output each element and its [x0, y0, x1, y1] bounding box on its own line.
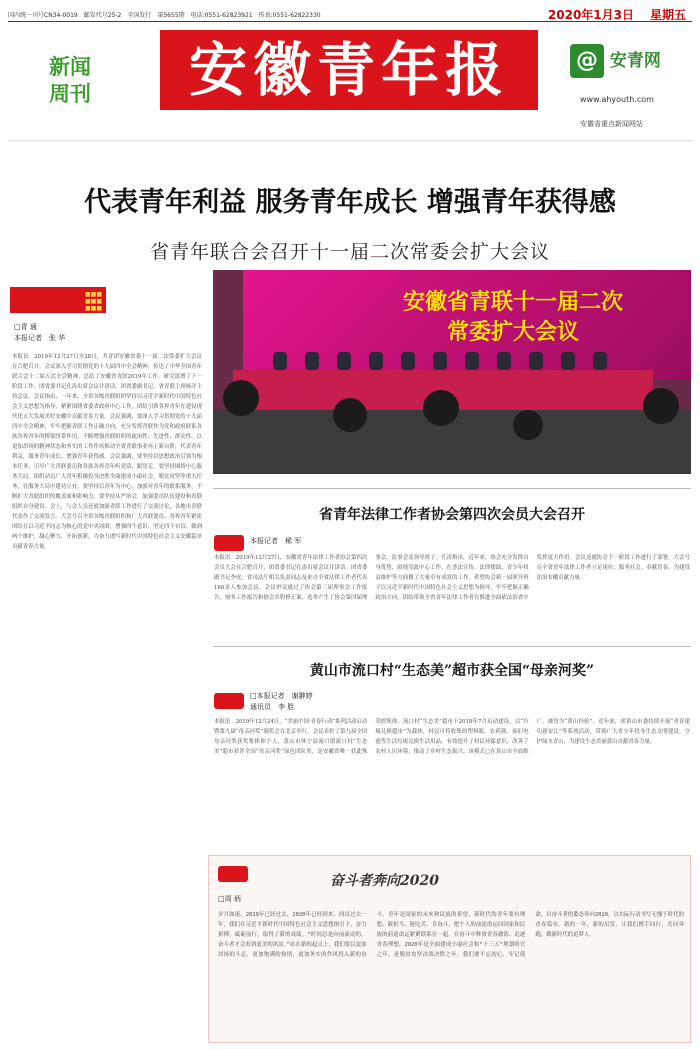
dais-person: [465, 352, 479, 370]
newspaper-logo: 安徽青年报: [160, 30, 538, 110]
issue-date: 2020年1月3日: [547, 8, 634, 22]
audience-head: [643, 388, 679, 424]
site-url[interactable]: www.ahyouth.com: [580, 95, 654, 104]
site-logo[interactable]: [570, 44, 692, 78]
meeting-photo: [213, 270, 691, 474]
weekly-label-line-2: 周刊: [49, 82, 91, 106]
article4-body: 岁月如流，2019年已经过去，2020年已经到来。回首过去一年，我们在习近平新时代中国特色社会主义思想指引下，奋力拼搏，砥砺前行，取得了新的成绩。“时间总是向前流动的，奋斗者才会看到更美的风景。”站在新的起点上，我们要以更加昂扬的斗志、更加饱满的热情、更加务实的作风投入新的奋斗。青年是国家的未来和民族的希望。新时代的青年要有理想、敢担当、能吃苦、肯奋斗，把个人的前途命运同国家和民族的前途命运紧紧联系在一起，在奋斗中释放青春激情、追逐青春理想。2020年是全面建成小康社会和“十三五”规划收官之年，是脱贫攻坚决战决胜之年。我们要不忘初心、牢记使命，以奋斗者的姿态奔向2020，以实际行动书写无愧于时代的青春篇章。新的一年，新的出发，让我们携手同行，共同奔跑，做新时代的追梦人。: [218, 912, 684, 958]
masthead-info-bar: [8, 6, 692, 22]
audience-head: [333, 398, 367, 432]
article2-tag-icon: [214, 535, 244, 551]
divider: [8, 140, 692, 141]
dais-person: [401, 352, 415, 370]
dais-person: [497, 352, 511, 370]
dais-person: [369, 352, 383, 370]
article4-byline: □周 炳: [218, 895, 241, 903]
weekly-label-line-1: 新闻: [49, 55, 91, 79]
audience-head: [513, 410, 543, 440]
article3-tag-icon: [214, 693, 244, 709]
site-description: 安徽省重点新闻网站: [580, 120, 643, 128]
at-icon: @: [570, 44, 604, 78]
article3-byline-1: □本报记者 谢翀婷: [250, 692, 313, 700]
audience-head: [423, 390, 459, 426]
dais-person: [433, 352, 447, 370]
divider: [213, 488, 691, 489]
dais-person: [305, 352, 319, 370]
dais-person: [337, 352, 351, 370]
lead-byline-1: □青 通: [14, 323, 37, 331]
article4-title: 奋斗者奔向2020: [330, 873, 439, 889]
article3-byline-2: 通讯员 李 胜: [250, 703, 295, 711]
dais-person: [561, 352, 575, 370]
article3-body: 本报讯 2019年12月24日，“美丽中国·青春行动”系列活动启动暨第九届“母亲河奖”颁奖会在北京举行。会议表彰了第九届全国母亲河奖获奖集体和个人，黄山市休宁县流口镇流口村“生态美”超市获评全国“母亲河奖”绿色团队奖，是安徽省唯一获此殊荣的集体。流口村“生态美”超市于2018年7月启动建设，以“垃圾兑换超市”为载体，村民可将收集的塑料瓶、农药瓶、废旧电池等生活垃圾兑换生活用品，有效提升了村民环保意识，改善了农村人居环境，推动了乡村生态振兴。该模式已在黄山市全面推广，被誉为“黄山经验”。近年来，团黄山市委持续开展“青春建功新安江”等系列活动，带领广大青少年投身生态文明建设，守护绿水青山，为建设生态美丽黄山贡献青春力量。: [214, 719, 690, 755]
weekly-label: [40, 54, 100, 108]
lead-banner-image: [10, 287, 106, 313]
dais-person: [273, 352, 287, 370]
issue-weekday: 星期五: [649, 8, 686, 22]
dais-person: [593, 352, 607, 370]
lead-body: 本报讯 2019年12月27日至28日，共青团安徽省委十一届二次常委扩大会议在合肥召开。会议深入学习贯彻党的十九届四中全会精神，传达了中华全国青年联合会十二届五次全会精神，总结了安徽省青联2019年工作，研究部署了下一阶段工作。团省委书记孔涛出席会议并讲话，团省委副书记、省青联主席杨洋主持会议。会议指出，一年来，全省各级青联组织坚持以习近平新时代中国特色社会主义思想为指导，紧紧围绕省委省政府中心工作，团结引领各界青年在建设现代化五大发展美好安徽中贡献青春力量。会议强调，要深入学习贯彻党的十九届四中全会精神，牢牢把握青联工作正确方向，充分发挥青联作为党和政府联系各族各界青年的桥梁纽带作用，不断增强青联组织的政治性、先进性、群众性，以更加昂扬的精神状态和务实的工作作风推动全省青联事业再上新台阶，代表青年利益，服务青年成长，增强青年获得感。会议强调，要坚持以思想政治引领为根本任务，引导广大青联委员和各族各界青年听党话、跟党走。要坚持围绕中心服务大局，组织动员广大青年积极投身决胜全面建成小康社会、脱贫攻坚等重大任务，在服务大局中建功立业。要坚持以青年为中心，加强对青年的联系服务，不断扩大青联组织的覆盖面和影响力。要坚持从严治会，加强委员队伍建设和青联组织自身建设。会上，与会人员还就加强青联工作进行了交流讨论，各地市青联代表作了交流发言。大会号召全省各级青联组织和广大青联委员、各界青年紧密团结在以习近平同志为核心的党中央周围，增强四个意识、坚定四个自信、做到两个维护，凝心聚力、开拓创新，为奋力谱写新时代中国特色社会主义安徽篇章贡献青春力量。: [12, 354, 202, 550]
stage-screen-line-2: 常委扩大会议: [447, 320, 580, 345]
article2-title: 省青年法律工作者协会第四次会员大会召开: [319, 507, 585, 523]
stage-screen-title: [403, 288, 623, 348]
lead-byline: [14, 322, 65, 344]
banner-flag-icon: ■■■ ■■■ ■■■: [84, 291, 102, 312]
lead-subheadline: 省青年联合会召开十一届二次常委会扩大会议: [149, 241, 550, 263]
article2-byline: 本报记者 稀 军: [250, 537, 302, 545]
lead-byline-2: 本报记者 张 华: [14, 334, 66, 342]
article3-byline: [250, 691, 313, 713]
article3-title: 黄山市流口村“生态美”超市获全国“母亲河奖”: [309, 663, 595, 679]
dais-person: [529, 352, 543, 370]
divider: [213, 646, 691, 647]
stage-screen-line-1: 安徽省青联十一届二次: [403, 290, 624, 315]
audience-head: [223, 380, 259, 416]
publication-meta: 国内统一刊号CN34-0019 邮发代号25-2 全国发行 第5655期 电话:0551-62823921 传真:0551-62822330: [8, 12, 321, 19]
site-name: 安青网: [609, 51, 661, 71]
article4-tag-icon: [218, 866, 248, 882]
lead-headline: 代表青年利益 服务青年成长 增强青年获得感: [84, 187, 616, 218]
article2-body: 本报讯 2019年12月27日，安徽省青年法律工作者协会第四次会员大会在合肥召开，团省委书记孔涛出席会议并讲话。团省委副书记李虎、省司法厅相关负责同志及来自全省法律工作者代表160余人参加会议。会议审议通过了协会第三届理事会工作报告、财务工作报告和协会章程修正案，选举产生了协会第四届理事会、监事会及领导班子。孔涛指出，近年来，协会充分发挥自身优势，围绕党政中心工作，在普法宣传、法律援助、青少年权益维护等方面做了大量卓有成效的工作。希望协会新一届领导班子以习近平新时代中国特色社会主义思想为指导，牢牢把握正确政治方向，团结带领全省青年法律工作者在推进全面依法治省中发挥更大作用。会议还就协会下一阶段工作进行了部署。大会号召全省青年法律工作者立足岗位、服务社会、奉献青春，为建设法治安徽贡献力量。: [214, 555, 690, 601]
